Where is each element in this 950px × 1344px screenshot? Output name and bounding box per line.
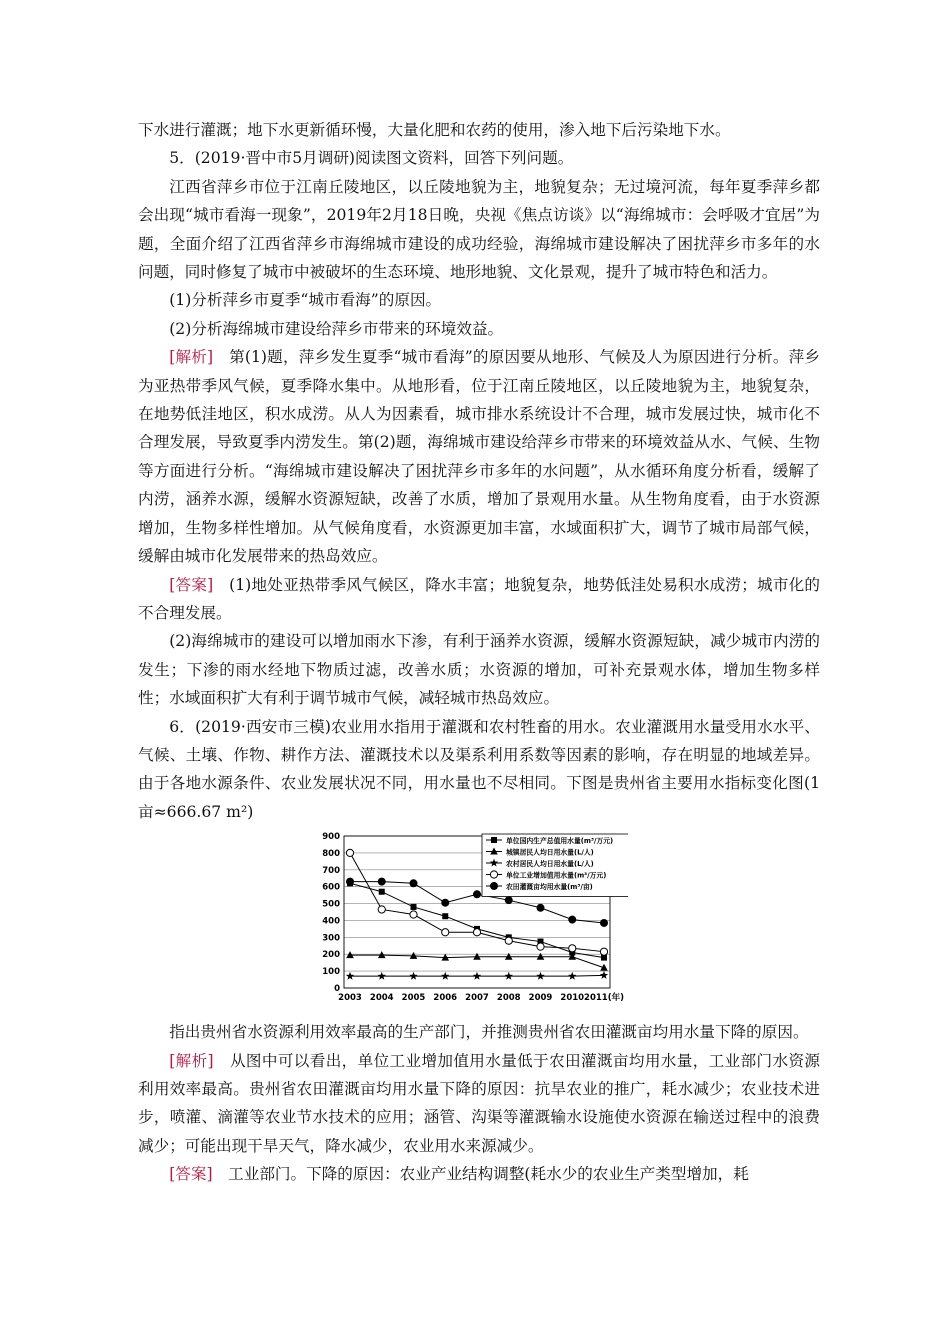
data-point-star xyxy=(600,971,608,979)
question-5-analysis xyxy=(138,343,820,570)
data-point-open-circle xyxy=(537,943,544,950)
legend-label: 城镇居民人均日用水量(L/人) xyxy=(506,848,594,857)
paragraph-continuation: 下水进行灌溉；地下水更新循环慢，大量化肥和农药的使用，渗入地下后污染地下水。 xyxy=(138,121,731,139)
y-tick-label: 900 xyxy=(322,832,340,843)
question-5-part-2: (2)分析海绵城市建设给萍乡市带来的环境效益。 xyxy=(169,319,504,338)
y-tick-label: 800 xyxy=(322,849,340,860)
water-use-line-chart xyxy=(310,828,628,1012)
y-tick-label: 300 xyxy=(322,933,340,944)
data-point-open-circle xyxy=(378,906,385,913)
data-point-filled-circle xyxy=(505,896,513,904)
data-point-square xyxy=(442,913,448,919)
data-point-star xyxy=(378,972,386,980)
data-point-open-circle xyxy=(473,929,480,936)
data-point-triangle xyxy=(505,953,513,960)
y-tick-label: 0 xyxy=(334,984,340,995)
analysis-tag: [解析] xyxy=(169,1051,214,1070)
x-tick-label: 2005 xyxy=(401,993,426,1004)
answer-text: 工业部门。下降的原因：农业产业结构调整(耗水少的农业生产类型增加，耗 xyxy=(212,1165,749,1184)
data-point-open-circle xyxy=(410,911,417,918)
x-tick-label: 2003 xyxy=(338,993,362,1004)
y-tick-label: 700 xyxy=(322,865,340,876)
x-tick-label: 2008 xyxy=(496,993,521,1004)
x-tick-label: 2010 xyxy=(560,993,585,1004)
data-point-open-circle xyxy=(569,945,576,952)
x-tick-label: 2007 xyxy=(465,993,489,1004)
question-6-text: 6．(2019·西安市三模)农业用水指用于灌溉和农村牲畜的用水。农业灌溉用水量受用水水平、气候、土壤、作物、耕作方法、灌溉技术以及渠系利用系数等因素的影响，存在明显的地域差异。由于各地水源条件、农业发展状况不同，用水量也不尽相同。下图是贵州省主要用水指标变化图(1亩≈666.67 m²) xyxy=(138,717,820,821)
legend-label: 农田灌溉亩均用水量(m³/亩) xyxy=(506,882,593,891)
y-tick-label: 200 xyxy=(322,950,340,961)
question-5-material: 江西省萍乡市位于江南丘陵地区，以丘陵地貌为主，地貌复杂；无过境河流，每年夏季萍乡都会出现“城市看海一现象”，2019年2月18日晚，央视《焦点访谈》以“海绵城市：会呼吸才宜居”为题，全面介绍了江西省萍乡市海绵城市建设的成功经验，海绵城市建设解决了困扰萍乡市多年的水问题，同时修复了城市中被破坏的生态环境、地形地貌、文化景观，提升了城市特色和活力。 xyxy=(138,177,820,282)
legend-label: 单位国内生产总值用水量(m³/万元) xyxy=(506,836,614,845)
answer-text: (1)地处亚热带季风气候区，降水丰富；地貌复杂，地势低洼处易积水成涝；城市化的不合理发展。 xyxy=(138,575,821,622)
analysis-text: 从图中可以看出，单位工业增加值用水量低于农田灌溉亩均用水量，工业部门水资源利用效率最高。贵州省农田灌溉亩均用水量下降的原因：抗旱农业的推广，耗水减少；农业技术进步，喷灌、滴灌等农业节水技术的应用；涵管、沟渠等灌溉输水设施使水资源在输送过程中的浪费减少；可能出现干旱天气，降水减少，农业用水来源减少。 xyxy=(138,1051,820,1155)
data-point-filled-circle xyxy=(346,878,354,886)
question-5-title: 5．(2019·晋中市5月调研)阅读图文资料，回答下列问题。 xyxy=(169,149,574,168)
data-point-filled-circle xyxy=(537,904,545,912)
question-6-answer xyxy=(138,1160,820,1188)
data-point-open-circle xyxy=(442,929,449,936)
x-tick-label: 2009 xyxy=(528,993,553,1004)
data-point-triangle xyxy=(346,951,354,958)
document-page xyxy=(138,116,820,1189)
data-point-square xyxy=(379,889,385,895)
legend-label: 单位工业增加值用水量(m³/万元) xyxy=(506,871,607,880)
x-tick-label: 2004 xyxy=(369,993,394,1004)
data-point-filled-circle xyxy=(410,879,418,887)
question-5-answer xyxy=(138,571,820,628)
data-point-star xyxy=(441,972,449,980)
data-point-triangle xyxy=(473,953,481,960)
x-tick-label: 2011(年) xyxy=(584,993,624,1004)
data-point-triangle xyxy=(537,953,545,960)
question-6-analysis xyxy=(138,1047,820,1161)
data-point-star xyxy=(568,972,576,980)
data-point-filled-circle xyxy=(378,878,386,886)
legend-marker xyxy=(490,871,497,878)
question-5-part-1: (1)分析萍乡市夏季“城市看海”的原因。 xyxy=(169,291,442,310)
question-6-question: 指出贵州省水资源利用效率最高的生产部门，并推测贵州省农田灌溉亩均用水量下降的原因。 xyxy=(169,1023,809,1042)
answer-tag: [答案] xyxy=(169,1165,213,1184)
data-point-star xyxy=(473,972,481,980)
data-point-star xyxy=(346,972,354,980)
data-point-star xyxy=(536,972,544,980)
analysis-text: 第(1)题，萍乡发生夏季“城市看海”的原因要从地形、气候及人为原因进行分析。萍乡为亚热带季风气候，夏季降水集中。从地形看，位于江南丘陵地区，以丘陵地貌为主，地貌复杂，在地势低洼地区，积水成涝。从人为因素看，城市排水系统设计不合理，城市发展过快，城市化不合理发展，导致夏季内涝发生。第(2)题，海绵城市建设给萍乡市带来的环境效益从水、气候、生物等方面进行分析。“海绵城市建设解决了困扰萍乡市多年的水问题”，从水循环角度分析看，缓解了内涝，涵养水源，缓解水资源短缺，改善了水质，增加了景观用水量。从生物角度看，由于水资源增加，生物多样性增加。从气候角度看，水资源更加丰富，水域面积扩大，调节了城市局部气候，缓解由城市化发展带来的热岛效应。 xyxy=(138,348,820,566)
legend-marker xyxy=(491,837,497,843)
data-point-open-circle xyxy=(346,849,353,856)
y-tick-label: 400 xyxy=(322,916,340,927)
y-tick-label: 600 xyxy=(322,882,340,893)
analysis-tag: [解析] xyxy=(169,348,214,367)
answer-tag: [答案] xyxy=(169,575,214,594)
legend-marker xyxy=(490,882,498,890)
data-point-filled-circle xyxy=(600,919,608,927)
data-point-filled-circle xyxy=(473,890,481,898)
data-point-star xyxy=(505,972,513,980)
data-point-filled-circle xyxy=(441,899,449,907)
data-point-filled-circle xyxy=(568,916,576,924)
data-point-square xyxy=(411,904,417,910)
water-use-chart-figure xyxy=(138,828,820,1012)
data-point-open-circle xyxy=(505,937,512,944)
data-point-triangle xyxy=(378,951,386,958)
y-tick-label: 500 xyxy=(322,899,340,910)
y-tick-label: 100 xyxy=(322,967,340,978)
x-tick-label: 2006 xyxy=(433,993,458,1004)
legend-label: 农村居民人均日用水量(L/人) xyxy=(506,859,594,868)
data-point-star xyxy=(409,972,417,980)
data-point-open-circle xyxy=(600,948,607,955)
question-5-answer-2: (2)海绵城市的建设可以增加雨水下渗，有利于涵养水资源，缓解水资源短缺，减少城市内涝的发生；下渗的雨水经地下物质过滤，改善水质；水资源的增加，可补充景观水体，增加生物多样性；水域面积扩大有利于调节城市气候，减轻城市热岛效应。 xyxy=(138,632,820,708)
